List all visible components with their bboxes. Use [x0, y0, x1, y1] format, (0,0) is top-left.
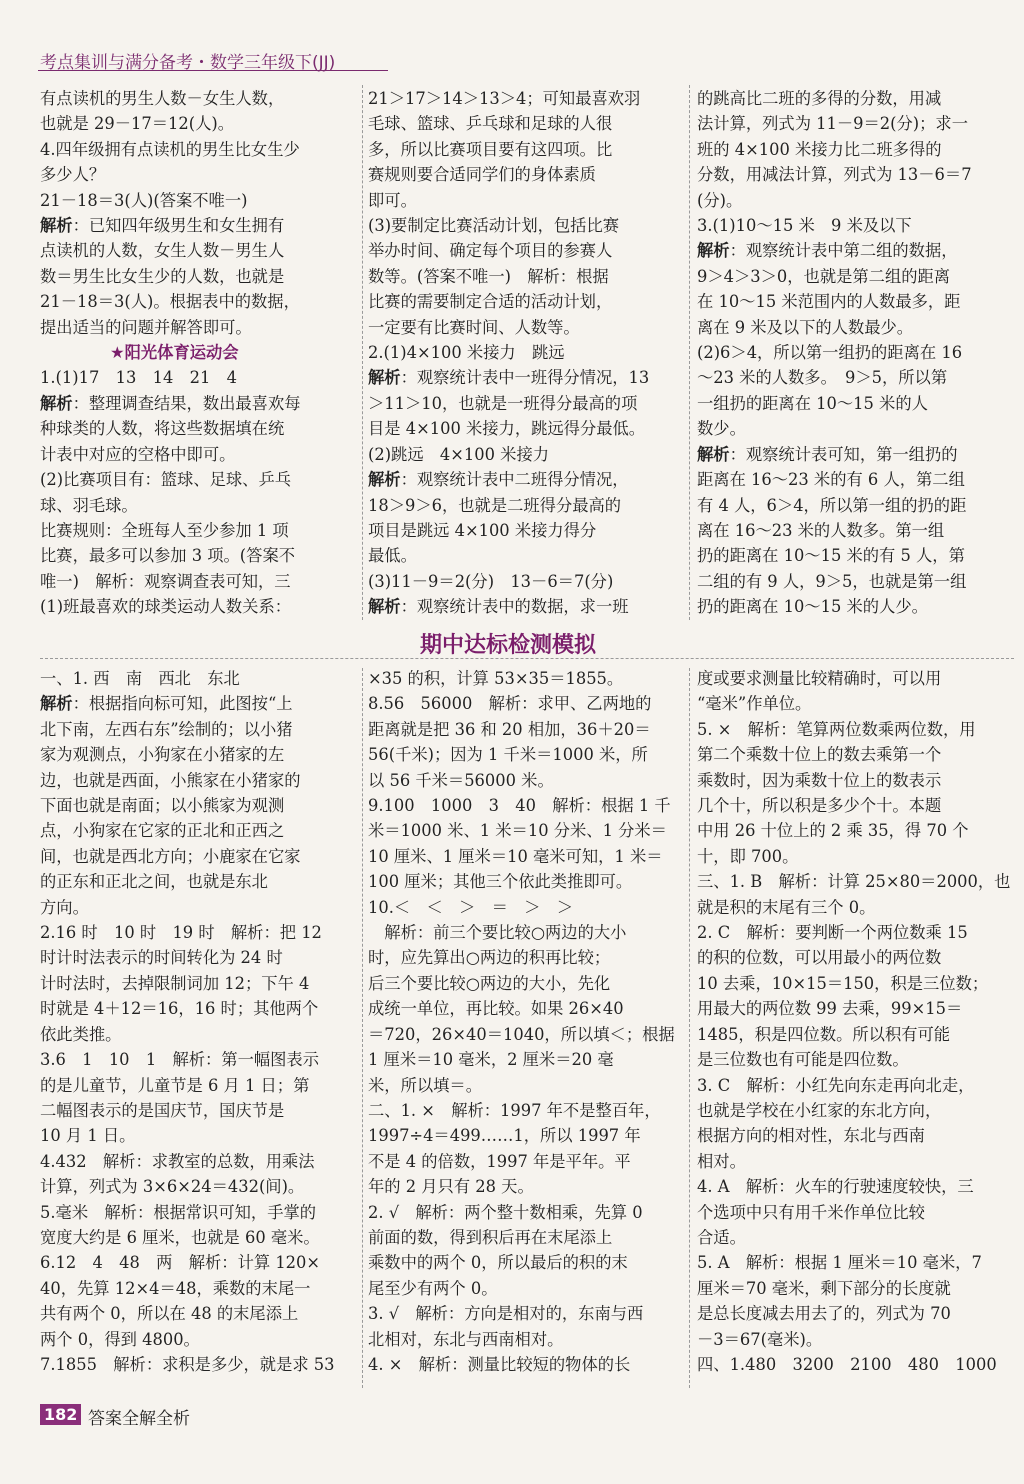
text-line: 乘数中的两个 0，所以最后的积的末	[368, 1253, 628, 1273]
text-line: 根据方向的相对性，东北与西南	[697, 1126, 925, 1146]
text-line: 18＞9＞6，也就是二班得分最高的	[368, 495, 622, 515]
text-line: 毛球、篮球、乒乓球和足球的人很	[368, 114, 613, 134]
text-line: (3)要制定比赛活动计划，包括比赛	[368, 216, 620, 236]
text-line: 4.四年级拥有点读机的男生比女生少	[40, 139, 300, 159]
text-line: 度或要求测量比较精确时，可以用	[697, 669, 942, 688]
midterm-section-title: 期中达标检测模拟	[420, 633, 597, 658]
text-line: ～23 米的人数多。 9＞5，所以第	[697, 368, 948, 388]
column-divider	[362, 668, 363, 1388]
text-line: 前面的数，得到积后再在末尾添上	[368, 1227, 613, 1247]
column-divider	[689, 668, 690, 1388]
text-line: 解析：根据指向标可知，此图按“上	[40, 694, 293, 714]
text-line: 计表中对应的空格中即可。	[40, 444, 236, 464]
text-line: ＞11＞10，也就是一班得分最高的项	[368, 393, 638, 413]
text-line: 1.(1)17 13 14 21 4	[40, 368, 237, 388]
top-column-2	[368, 86, 684, 620]
text-line: 年的 2 月只有 28 天。	[368, 1177, 534, 1197]
text-line: 相对。	[697, 1151, 746, 1171]
text-line: 成统一单位，再比较。如果 26×40	[368, 999, 624, 1019]
text-line: 最低。	[368, 546, 417, 566]
text-line: 项目是跳远 4×100 米接力得分	[368, 520, 597, 540]
text-line: 两个 0，得到 4800。	[40, 1329, 200, 1349]
text-line: 8.56 56000 解析：求甲、乙两地的	[368, 694, 652, 714]
text-line: 多少人？	[40, 165, 106, 185]
text-line: 下面也就是南面；以小熊家为观测	[40, 796, 285, 816]
text-line: 1 厘米＝10 毫米，2 厘米＝20 毫	[368, 1050, 614, 1070]
text-line: 解析：观察统计表中二班得分情况，	[368, 470, 629, 490]
text-line: 1485，积是四位数。所以积有可能	[697, 1024, 951, 1044]
text-line: 分数，用减法计算，列式为 13－6＝7	[697, 165, 972, 185]
text-line: 解析：观察统计表中的数据，求一班	[368, 597, 629, 617]
text-line: 赛规则要合适同学们的身体素质	[368, 165, 596, 185]
text-line: 多，所以比赛项目要有这四项。比	[368, 139, 613, 159]
text-line: 数少。	[697, 419, 746, 439]
text-line: 一组扔的距离在 10～15 米的人	[697, 393, 928, 413]
text-line: 四、1.480 3200 2100 480 1000	[697, 1354, 997, 1374]
text-line: 6.12 4 48 两 解析：计算 120×	[40, 1253, 321, 1273]
text-line: 一定要有比赛时间、人数等。	[368, 317, 580, 337]
text-line: (2)跳远 4×100 米接力	[368, 444, 550, 464]
top-column-3	[697, 86, 1013, 620]
text-line: 北下南，左西右东”绘制的；以小猪	[40, 719, 293, 739]
text-line: 是总长度减去用去了的，列式为 70	[697, 1304, 951, 1324]
text-line: 的正东和正北之间，也就是东北	[40, 872, 268, 892]
text-line: 班的 4×100 米接力比二班多得的	[697, 139, 942, 159]
text-line: 解析：观察统计表中一班得分情况，13	[368, 368, 650, 388]
text-line: 唯一) 解析：观察调查表可知，三	[40, 571, 291, 591]
text-line: (2)6＞4，所以第一组扔的距离在 16	[697, 343, 963, 363]
text-line: 即可。	[368, 190, 417, 210]
text-line: 2.(1)4×100 米接力 跳远	[368, 343, 565, 363]
text-line: 4.432 解析：求教室的总数，用乘法	[40, 1151, 315, 1171]
text-line: 宽度大约是 6 厘米，也就是 60 毫米。	[40, 1227, 320, 1247]
text-line: 21－18＝3(人)。根据表中的数据，	[40, 292, 300, 312]
text-line: 数＝男生比女生少的人数，也就是	[40, 266, 285, 286]
text-line: 2.16 时 10 时 19 时 解析：把 12	[40, 923, 322, 943]
bottom-column-3	[697, 666, 1013, 1377]
text-line: “毫米”作单位。	[697, 694, 812, 714]
text-line: 3. √ 解析：方向是相对的，东南与西	[368, 1304, 644, 1324]
text-line: (1)班最喜欢的球类运动人数关系：	[40, 597, 292, 617]
text-line: 二幅图表示的是国庆节，国庆节是	[40, 1100, 285, 1120]
text-line: ＝720，26×40＝1040，所以填＜；根据	[368, 1024, 675, 1044]
text-line: 十，即 700。	[697, 846, 799, 866]
text-line: 解析：已知四年级男生和女生拥有	[40, 216, 285, 236]
text-line: 10 厘米、1 厘米＝10 毫米可知，1 米＝	[368, 846, 663, 866]
text-line: 3. C 解析：小红先向东走再向北走，	[697, 1075, 975, 1095]
text-line: 厘米＝70 毫米，剩下部分的长度就	[697, 1278, 951, 1298]
text-line: 依此类推。	[40, 1024, 122, 1044]
column-divider	[689, 85, 690, 620]
text-line: 解析：观察统计表中第二组的数据，	[697, 241, 958, 261]
text-line: 时计时法表示的时间转化为 24 时	[40, 948, 283, 968]
text-line: 种球类的人数，将这些数据填在统	[40, 419, 285, 439]
text-line: (分)。	[697, 190, 743, 210]
bottom-column-2	[368, 666, 684, 1377]
text-line: 点，小狗家在它家的正北和正西之	[40, 821, 285, 841]
text-line: 的是儿童节，儿童节是 6 月 1 日；第	[40, 1075, 310, 1095]
text-line: 后三个要比较○两边的大小，先化	[368, 973, 611, 993]
text-line: 5. × 解析：笔算两位数乘两位数，用	[697, 719, 976, 739]
text-line: 米＝1000 米、1 米＝10 分米、1 分米＝	[368, 821, 667, 841]
text-line: 解析：前三个要比较○两边的大小	[368, 923, 627, 943]
text-line: 3.(1)10～15 米 9 米及以下	[697, 216, 912, 236]
page-number: 182	[40, 1404, 81, 1425]
text-line: 方向。	[40, 897, 89, 917]
text-line: 扔的距离在 10～15 米的人少。	[697, 597, 928, 617]
text-line: 10.＜ ＜ ＞ ＝ ＞ ＞	[368, 897, 573, 917]
text-line: 提出适当的问题并解答即可。	[40, 317, 252, 337]
text-line: 二组的有 9 人，9＞5，也就是第一组	[697, 571, 967, 591]
text-line: 是三位数也有可能是四位数。	[697, 1050, 909, 1070]
text-line: 比赛，最多可以参加 3 项。(答案不	[40, 546, 296, 566]
header-rule	[38, 70, 388, 71]
text-line: 有 4 人，6＞4，所以第一组的扔的距	[697, 495, 967, 515]
text-line: 尾至少有两个 0。	[368, 1278, 498, 1298]
section-divider	[40, 658, 1014, 659]
text-line: 离在 9 米及以下的人数最少。	[697, 317, 914, 337]
top-column-1	[40, 86, 356, 620]
bottom-column-1	[40, 666, 356, 1377]
text-line: 数等。(答案不唯一) 解析：根据	[368, 266, 609, 286]
text-line: 距离就是把 36 和 20 相加，36＋20＝	[368, 719, 651, 739]
text-line: 4. A 解析：火车的行驶速度较快，三	[697, 1177, 974, 1197]
text-line: 21＞17＞14＞13＞4；可知最喜欢羽	[368, 89, 641, 108]
text-line: 时，应先算出○两边的积再比较；	[368, 948, 611, 968]
text-line: 100 厘米；其他三个依此类推即可。	[368, 872, 633, 892]
text-line: 就是积的末尾有三个 0。	[697, 897, 876, 917]
text-line: 40，先算 12×4＝48，乘数的末尾一	[40, 1278, 311, 1298]
text-line: 共有两个 0，所以在 48 的末尾添上	[40, 1304, 299, 1324]
text-line: 边，也就是西面，小熊家在小猪家的	[40, 770, 301, 790]
text-line: 球、羽毛球。	[40, 495, 138, 515]
text-line: 不是 4 的倍数，1997 年是平年。平	[368, 1151, 631, 1171]
text-line: 合适。	[697, 1227, 746, 1247]
text-line: 7.1855 解析：求积是多少，就是求 53	[40, 1354, 335, 1374]
text-line: 举办时间、确定每个项目的参赛人	[368, 241, 613, 261]
text-line: 目是 4×100 米接力，跳远得分最低。	[368, 419, 646, 439]
text-line: (3)11－9＝2(分) 13－6＝7(分)	[368, 571, 614, 591]
text-line: 比赛规则：全班每人至少参加 1 项	[40, 520, 289, 540]
text-line: 二、1. × 解析：1997 年不是整百年，	[368, 1100, 661, 1120]
text-line: 21－18＝3(人)(答案不唯一)	[40, 190, 248, 210]
text-line: ×35 的积，计算 53×35＝1855。	[368, 669, 624, 688]
text-line: 乘数时，因为乘数十位上的数表示	[697, 770, 942, 790]
text-line: 以 56 千米＝56000 米。	[368, 770, 554, 790]
text-line: 5.毫米 解析：根据常识可知，手掌的	[40, 1202, 317, 1222]
page-header: 考点集训与满分备考・数学三年级下(JJ)	[40, 53, 336, 73]
text-line: 离在 16～23 米的人数多。第一组	[697, 520, 945, 540]
text-line: 扔的距离在 10～15 米的有 5 人，第	[697, 546, 965, 566]
text-line: 解析：观察统计表可知，第一组扔的	[697, 444, 958, 464]
text-line: 米，所以填＝。	[368, 1075, 482, 1095]
text-line: 几个十，所以积是多少个十。本题	[697, 796, 942, 816]
text-line: 北相对，东北与西南相对。	[368, 1329, 564, 1349]
text-line: 的积的位数，可以用最小的两位数	[697, 948, 942, 968]
text-line: ★阳光体育运动会	[110, 343, 239, 363]
text-line: 个选项中只有用千米作单位比较	[697, 1202, 925, 1222]
text-line: 也就是学校在小红家的东北方向，	[697, 1100, 942, 1120]
text-line: 56(千米)；因为 1 千米＝1000 米，所	[368, 745, 648, 765]
text-line: 9.100 1000 3 40 解析：根据 1 千	[368, 796, 671, 816]
text-line: 2. √ 解析：两个整十数相乘，先算 0	[368, 1202, 643, 1222]
text-line: 也就是 29－17＝12(人)。	[40, 114, 235, 134]
text-line: 10 去乘，10×15＝150，积是三位数；	[697, 973, 989, 993]
text-line: 法计算，列式为 11－9＝2(分)；求一	[697, 114, 968, 134]
text-line: －3＝67(毫米)。	[697, 1329, 823, 1349]
text-line: (2)比赛项目有：篮球、足球、乒乓	[40, 470, 292, 490]
text-line: 解析：整理调查结果，数出最喜欢每	[40, 393, 301, 413]
text-line: 家为观测点，小狗家在小猪家的左	[40, 745, 285, 765]
text-line: 9＞4＞3＞0，也就是第二组的距离	[697, 266, 951, 286]
text-line: 点读机的人数，女生人数－男生人	[40, 241, 285, 261]
text-line: 比赛的需要制定合适的活动计划，	[368, 292, 613, 312]
text-line: 计时法时，去掉限制词加 12；下午 4	[40, 973, 310, 993]
text-line: 10 月 1 日。	[40, 1126, 136, 1146]
text-line: 2. C 解析：要判断一个两位数乘 15	[697, 923, 968, 943]
text-line: 4. × 解析：测量比较短的物体的长	[368, 1354, 631, 1374]
text-line: 1997÷4＝499……1，所以 1997 年	[368, 1126, 641, 1146]
text-line: 时就是 4＋12＝16，16 时；其他两个	[40, 999, 319, 1019]
text-line: 一、1. 西 南 西北 东北	[40, 669, 240, 688]
text-line: 用最大的两位数 99 去乘，99×15＝	[697, 999, 963, 1019]
text-line: 的跳高比二班的多得的分数，用减	[697, 89, 942, 108]
footer-label: 答案全解全析	[88, 1409, 190, 1429]
text-line: 距离在 16～23 米的有 6 人，第二组	[697, 470, 965, 490]
text-line: 在 10～15 米范围内的人数最多，距	[697, 292, 961, 312]
text-line: 间，也就是西北方向；小鹿家在它家	[40, 846, 301, 866]
text-line: 计算，列式为 3×6×24＝432(间)。	[40, 1177, 305, 1197]
column-divider	[362, 85, 363, 620]
text-line: 5. A 解析：根据 1 厘米＝10 毫米，7	[697, 1253, 982, 1273]
text-line: 中用 26 十位上的 2 乘 35，得 70 个	[697, 821, 969, 841]
text-line: 有点读机的男生人数－女生人数，	[40, 89, 285, 108]
text-line: 3.6 1 10 1 解析：第一幅图表示	[40, 1050, 319, 1070]
text-line: 第二个乘数十位上的数去乘第一个	[697, 745, 942, 765]
text-line: 三、1. B 解析：计算 25×80＝2000，也	[697, 872, 1011, 892]
